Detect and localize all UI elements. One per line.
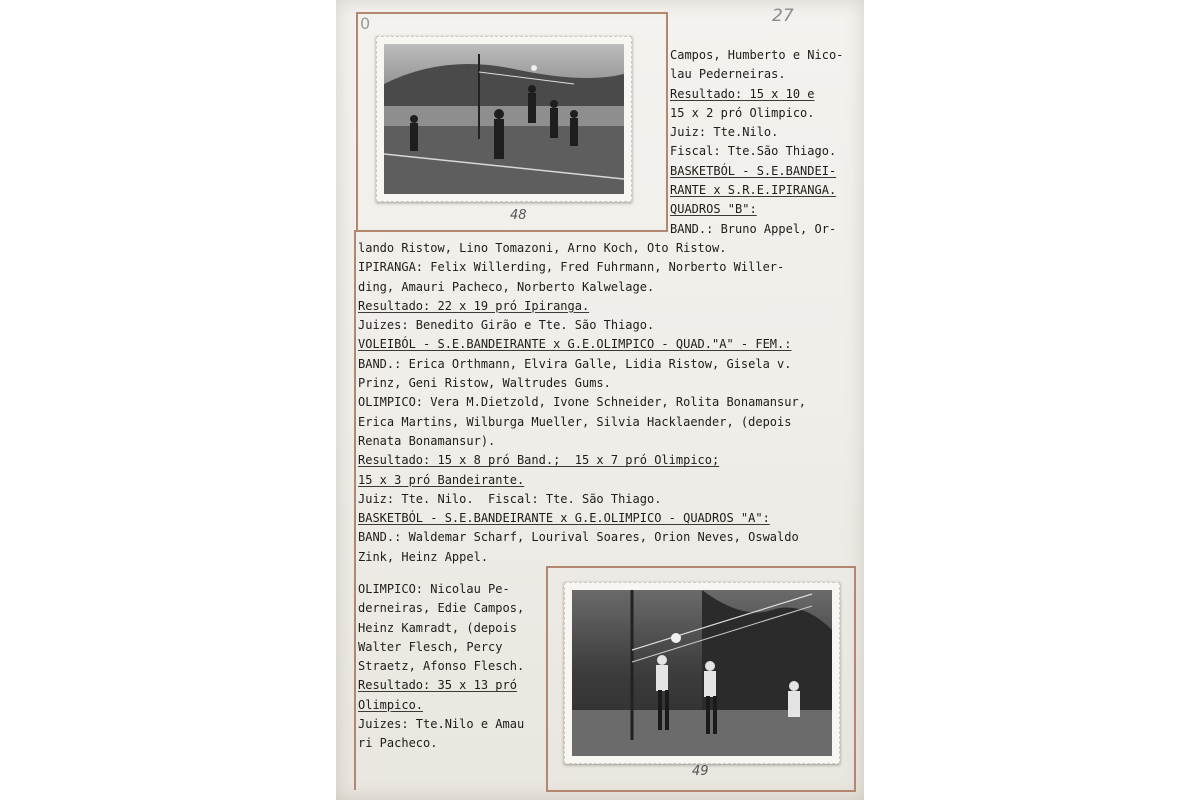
- text-line: Walter Flesch, Percy: [358, 639, 503, 654]
- text-line: Resultado: 15 x 10 e: [670, 86, 815, 101]
- text-line: Resultado: 35 x 13 pró: [358, 678, 517, 693]
- text-line: BAND.: Bruno Appel, Or-: [670, 221, 837, 236]
- text-line: Prinz, Geni Ristow, Waltrudes Gums.: [358, 376, 611, 391]
- volleyball-net-photo-icon: [572, 590, 832, 756]
- text-line: Erica Martins, Wilburga Mueller, Silvia Hacklaender, (depois: [358, 414, 792, 429]
- text-line: Resultado: 22 x 19 pró Ipiranga.: [358, 298, 590, 313]
- section-heading: RANTE x S.R.E.IPIRANGA.: [670, 183, 837, 198]
- top-photo-number: 48: [510, 208, 527, 223]
- text-line: Campos, Humberto e Nico-: [670, 48, 844, 62]
- bottom-photo: [564, 582, 840, 764]
- text-line: Olimpico.: [358, 697, 424, 712]
- page-number: 27: [772, 6, 794, 26]
- section-heading: BASKETBÓL - S.E.BANDEI-: [670, 163, 837, 178]
- text-line: OLIMPICO: Vera M.Dietzold, Ivone Schneider, Rolita Bonamansur,: [358, 395, 806, 410]
- text-line: Fiscal: Tte.São Thiago.: [670, 144, 837, 159]
- middle-text: [358, 239, 806, 567]
- left-margin-rule: [354, 230, 356, 790]
- bottom-photo-number: 49: [692, 764, 709, 779]
- text-line: 15 x 3 pró Bandeirante.: [358, 472, 525, 487]
- text-line: 15 x 2 pró Olimpico.: [670, 105, 815, 120]
- text-line: Resultado: 15 x 8 pró Band.; 15 x 7 pró Olimpico;: [358, 453, 720, 468]
- scrapbook-page: [336, 0, 864, 800]
- text-line: Straetz, Afonso Flesch.: [358, 659, 525, 674]
- section-heading: BASKETBÓL - S.E.BANDEIRANTE x G.E.OLIMPICO - QUADROS "A":: [358, 511, 770, 526]
- text-line: Juiz: Tte. Nilo. Fiscal: Tte. São Thiago.: [358, 491, 662, 506]
- text-line: Juizes: Benedito Girão e Tte. São Thiago.: [358, 318, 655, 333]
- text-line: ding, Amauri Pacheco, Norberto Kalwelage.: [358, 279, 655, 294]
- text-line: Renata Bonamansur).: [358, 433, 496, 448]
- bottom-left-text: [358, 580, 524, 754]
- text-line: lando Ristow, Lino Tomazoni, Arno Koch, Oto Ristow.: [358, 241, 727, 255]
- text-line: Heinz Kamradt, (depois: [358, 620, 517, 635]
- text-line: ri Pacheco.: [358, 736, 438, 751]
- text-line: BAND.: Erica Orthmann, Elvira Galle, Lidia Ristow, Gisela v.: [358, 356, 792, 371]
- top-right-text: [670, 46, 843, 239]
- text-line: lau Pederneiras.: [670, 67, 786, 82]
- top-photo: [376, 36, 632, 202]
- text-line: Juizes: Tte.Nilo e Amau: [358, 717, 525, 732]
- corner-mark: 0: [360, 14, 371, 33]
- text-line: BAND.: Waldemar Scharf, Lourival Soares, Orion Neves, Oswaldo: [358, 530, 799, 545]
- text-line: IPIRANGA: Felix Willerding, Fred Fuhrmann, Norberto Willer-: [358, 260, 785, 275]
- section-heading: QUADROS "B":: [670, 202, 757, 217]
- text-line: OLIMPICO: Nicolau Pe-: [358, 582, 510, 596]
- text-line: Juiz: Tte.Nilo.: [670, 125, 779, 140]
- volleyball-photo-icon: [384, 44, 624, 194]
- section-heading: VOLEIBÓL - S.E.BANDEIRANTE x G.E.OLIMPICO - QUAD."A" - FEM.:: [358, 337, 792, 352]
- text-line: derneiras, Edie Campos,: [358, 601, 525, 616]
- text-line: Zink, Heinz Appel.: [358, 549, 489, 564]
